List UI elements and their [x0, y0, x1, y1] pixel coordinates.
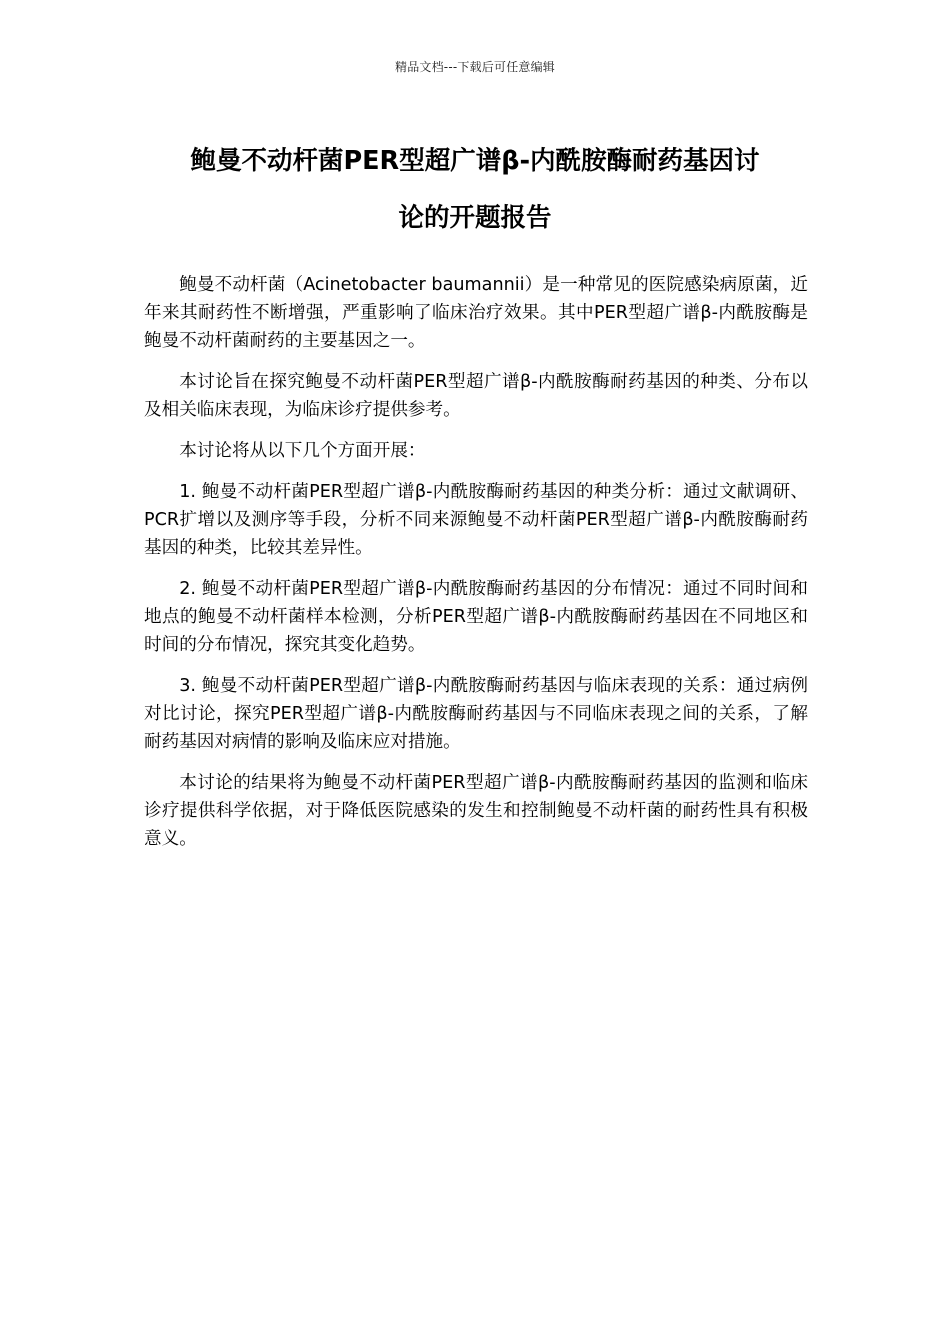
title-line-1: 鲍曼不动杆菌PER型超广谱β-内酰胺酶耐药基因讨	[190, 146, 760, 176]
document-body	[144, 271, 808, 866]
paragraph-aim: 本讨论旨在探究鲍曼不动杆菌PER型超广谱β-内酰胺酶耐药基因的种类、分布以及相关临床表现，为临床诊疗提供参考。	[144, 372, 808, 420]
header-note: 精品文档---下载后可任意编辑	[395, 60, 555, 74]
document-title	[120, 133, 830, 247]
paragraph-intro: 鲍曼不动杆菌（Acinetobacter baumannii）是一种常见的医院感染病原菌，近年来其耐药性不断增强，严重影响了临床治疗效果。其中PER型超广谱β-内酰胺酶是鲍曼不动杆菌耐药的主要基因之一。	[144, 275, 808, 351]
paragraph-outline: 本讨论将从以下几个方面开展：	[179, 441, 426, 461]
paragraph-item-1: 1. 鲍曼不动杆菌PER型超广谱β-内酰胺酶耐药基因的种类分析：通过文献调研、PCR扩增以及测序等手段，分析不同来源鲍曼不动杆菌PER型超广谱β-内酰胺酶耐药基因的种类，比较其差异性。	[144, 482, 808, 558]
paragraph-item-3: 3. 鲍曼不动杆菌PER型超广谱β-内酰胺酶耐药基因与临床表现的关系：通过病例对比讨论，探究PER型超广谱β-内酰胺酶耐药基因与不同临床表现之间的关系，了解耐药基因对病情的影响及临床应对措施。	[144, 676, 808, 752]
title-line-2: 论的开题报告	[398, 203, 552, 233]
paragraph-item-2: 2. 鲍曼不动杆菌PER型超广谱β-内酰胺酶耐药基因的分布情况：通过不同时间和地点的鲍曼不动杆菌样本检测，分析PER型超广谱β-内酰胺酶耐药基因在不同地区和时间的分布情况，探究其变化趋势。	[144, 579, 808, 655]
paragraph-conclusion: 本讨论的结果将为鲍曼不动杆菌PER型超广谱β-内酰胺酶耐药基因的监测和临床诊疗提供科学依据，对于降低医院感染的发生和控制鲍曼不动杆菌的耐药性具有积极意义。	[144, 773, 808, 849]
